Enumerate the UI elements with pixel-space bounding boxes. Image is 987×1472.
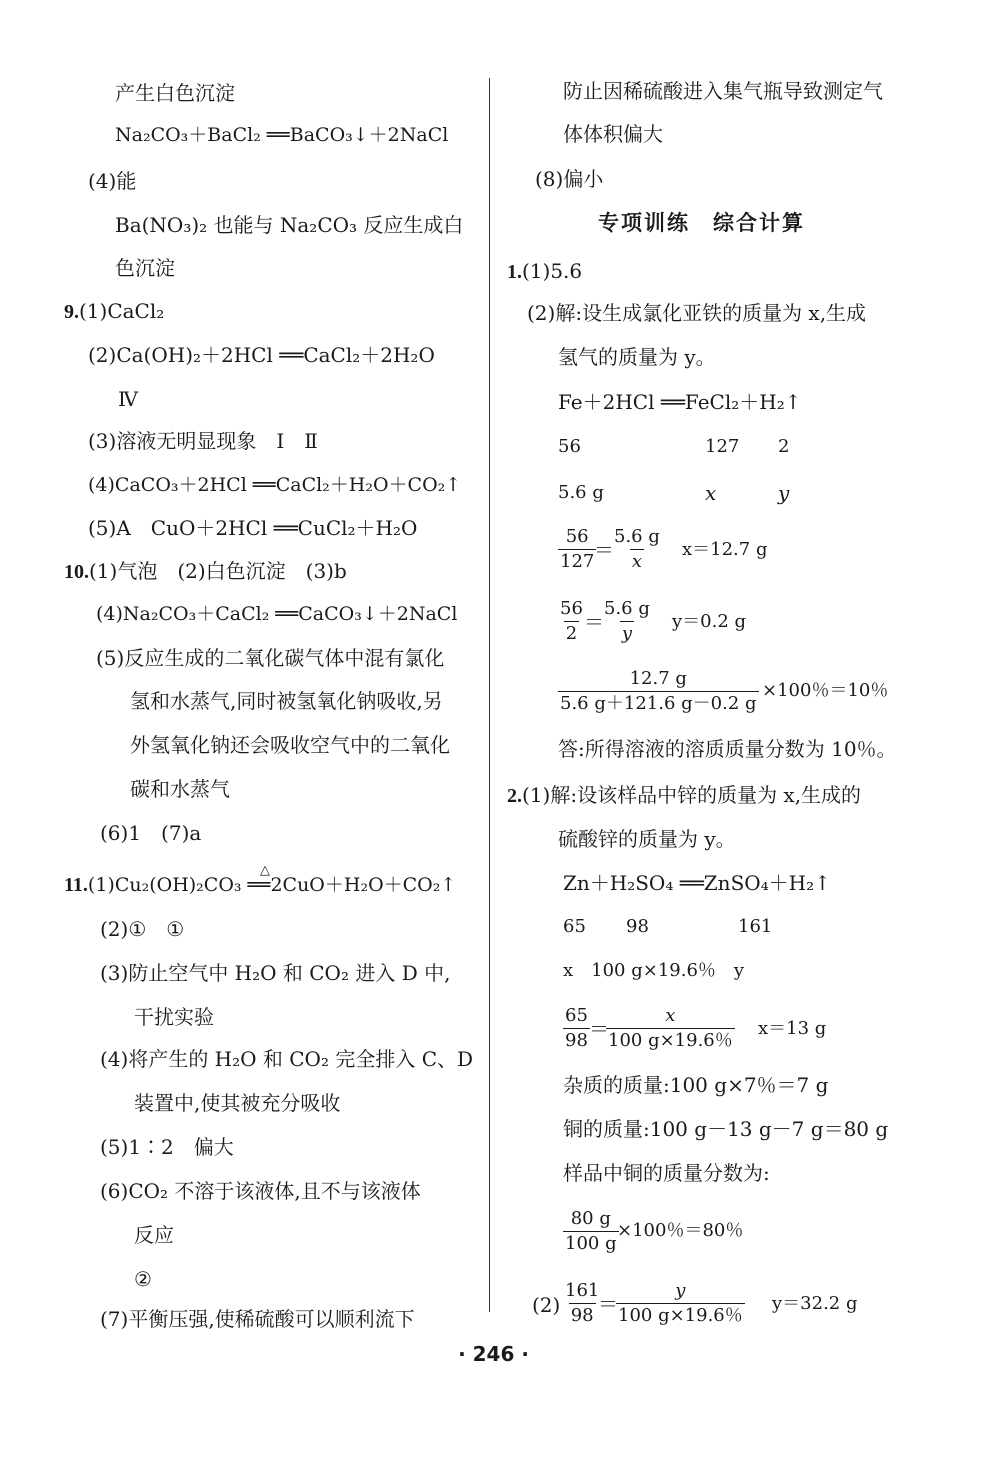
calc-line: 样品中铜的质量分数为:: [563, 1161, 770, 1185]
answer-part: (1)5.6: [522, 259, 583, 283]
answer-part: (2)① ①: [100, 917, 185, 941]
calc-line: 杂质的质量:100 g×7％＝7 g: [563, 1073, 829, 1097]
chemical-equation: (5)A CuO＋2HCl ══CuCl₂＋H₂O: [88, 516, 418, 540]
text-line: (4)将产生的 H₂O 和 CO₂ 完全排入 C、D: [100, 1047, 474, 1071]
text-line: Ⅳ: [118, 387, 138, 411]
question-number: 1.: [507, 261, 522, 283]
result: ×100％＝80％: [617, 1220, 744, 1241]
chemical-equation: Fe＋2HCl ══FeCl₂＋H₂↑: [558, 390, 802, 414]
text-line: (1)解:设该样品中锌的质量为 x,生成的: [522, 783, 862, 807]
denominator: 98: [565, 1030, 588, 1051]
answer-part: (2): [532, 1293, 561, 1317]
quantity: 5.6 g: [558, 482, 604, 503]
molar-mass: 65: [563, 916, 586, 937]
text-line: (6)CO₂ 不溶于该液体,且不与该液体: [100, 1179, 421, 1203]
numerator: y: [675, 1280, 686, 1301]
numerator: 56: [560, 598, 583, 619]
question-2: [507, 782, 861, 809]
question-11: [64, 872, 456, 898]
result: x＝12.7 g: [682, 539, 768, 560]
answer-part: (3)溶液无明显现象 Ⅰ Ⅱ: [88, 429, 318, 453]
molar-mass: 56: [558, 436, 581, 457]
fraction: [612, 526, 662, 573]
text-line: 装置中,使其被充分吸收: [134, 1091, 341, 1115]
fraction: [606, 1005, 735, 1052]
answer-part: (4)能: [88, 169, 137, 193]
text-line: 体体积偏大: [563, 122, 663, 146]
column-divider: [489, 78, 490, 1312]
chemical-equation: (4)CaCO₃＋2HCl ══CaCl₂＋H₂O＋CO₂↑: [88, 474, 462, 496]
denominator: 5.6 g＋121.6 g－0.2 g: [560, 693, 757, 714]
result: ×100％＝10％: [762, 680, 889, 701]
text-line: 氢气的质量为 y。: [558, 345, 716, 369]
numerator: 12.7 g: [629, 668, 687, 689]
result: y＝0.2 g: [672, 611, 747, 632]
equals-sign: ＝: [598, 1292, 618, 1316]
result: y＝32.2 g: [772, 1293, 858, 1314]
equals-sign: ＝: [584, 610, 604, 634]
numerator: 65: [565, 1005, 588, 1026]
question-1: [507, 258, 582, 285]
question-number: 10.: [64, 561, 89, 583]
text-line: 防止因稀硫酸进入集气瓶导致测定气: [563, 79, 883, 103]
numerator: x: [665, 1005, 676, 1026]
denominator: y: [621, 623, 633, 644]
text-line: (5)反应生成的二氧化碳气体中混有氯化: [96, 646, 445, 670]
text-line: 反应: [134, 1223, 174, 1247]
denominator: 98: [570, 1305, 594, 1326]
text-line: 硫酸锌的质量为 y。: [558, 827, 736, 851]
text-line: ②: [134, 1267, 152, 1291]
text-line: (3)防止空气中 H₂O 和 CO₂ 进入 D 中,: [100, 961, 451, 985]
text-line: 氢和水蒸气,同时被氢氧化钠吸收,另: [130, 689, 443, 713]
molar-mass: 2: [778, 436, 790, 457]
molar-mass: 127: [705, 436, 740, 457]
denominator: x: [631, 551, 643, 572]
text-line: 色沉淀: [115, 256, 175, 280]
answer-part: (8)偏小: [535, 167, 604, 191]
text-line: 外氢氧化钠还会吸收空气中的二氧化: [130, 733, 450, 757]
page-number: · 246 ·: [458, 1342, 529, 1366]
fraction: [558, 526, 596, 573]
text-line: 干扰实验: [134, 1005, 214, 1029]
fraction: [616, 1280, 745, 1327]
numerator: 5.6 g: [604, 598, 650, 619]
question-number: 11.: [64, 874, 88, 896]
equals-sign: ＝: [594, 538, 614, 562]
chemical-equation: (2)Ca(OH)₂＋2HCl ══CaCl₂＋2H₂O: [88, 343, 435, 367]
numerator: 80 g: [570, 1208, 611, 1229]
numerator: 56: [565, 526, 589, 547]
denominator: 127: [560, 551, 595, 572]
question-9: [64, 298, 164, 325]
fraction: [563, 1005, 590, 1052]
denominator: 100 g×19.6％: [618, 1305, 743, 1326]
question-10: [64, 558, 347, 585]
answer-part: (1)CaCl₂: [79, 299, 165, 323]
chemical-equation: (1)Cu₂(OH)₂CO₃ ══2CuO＋H₂O＋CO₂↑: [87, 874, 457, 896]
question-number: 2.: [507, 785, 522, 807]
section-heading: 专项训练 综合计算: [598, 211, 805, 235]
calc-line: 铜的质量:100 g－13 g－7 g＝80 g: [563, 1117, 889, 1141]
answer-part: (6)1 (7)a: [100, 821, 202, 845]
quantity: x: [705, 481, 717, 505]
answer-part: (5)1∶2 偏大: [100, 1135, 234, 1159]
heating-condition-icon: △: [260, 863, 270, 878]
text-line: Ba(NO₃)₂ 也能与 Na₂CO₃ 反应生成白: [115, 213, 464, 237]
quantity: y: [778, 481, 790, 505]
fraction: [602, 598, 652, 645]
fraction: [558, 668, 759, 715]
chemical-equation: (4)Na₂CO₃＋CaCl₂ ══CaCO₃↓＋2NaCl: [96, 603, 458, 625]
denominator: 100 g: [565, 1233, 617, 1254]
question-number: 9.: [64, 301, 79, 323]
text-line: (2)解:设生成氯化亚铁的质量为 x,生成: [527, 301, 867, 325]
equals-sign: ＝: [589, 1017, 609, 1041]
result: x＝13 g: [758, 1018, 827, 1039]
numerator: 161: [565, 1280, 600, 1301]
answer-part: (1)气泡 (2)白色沉淀 (3)b: [89, 559, 347, 583]
denominator: 100 g×19.6％: [608, 1030, 733, 1051]
denominator: 2: [565, 623, 578, 644]
molar-mass: 161: [738, 916, 773, 937]
fraction: [563, 1280, 601, 1327]
answer-sentence: 答:所得溶液的溶质质量分数为 10％。: [558, 737, 897, 761]
text-line: 产生白色沉淀: [115, 81, 235, 105]
quantity: x 100 g×19.6％ y: [563, 960, 745, 981]
chemical-equation: Na₂CO₃＋BaCl₂ ══BaCO₃↓＋2NaCl: [115, 124, 449, 146]
text-line: (7)平衡压强,使稀硫酸可以顺利流下: [100, 1307, 415, 1331]
fraction: [563, 1208, 619, 1255]
molar-mass: 98: [626, 916, 649, 937]
text-line: 碳和水蒸气: [130, 777, 230, 801]
fraction: [558, 598, 585, 645]
numerator: 5.6 g: [614, 526, 660, 547]
chemical-equation: Zn＋H₂SO₄ ══ZnSO₄＋H₂↑: [563, 871, 831, 895]
